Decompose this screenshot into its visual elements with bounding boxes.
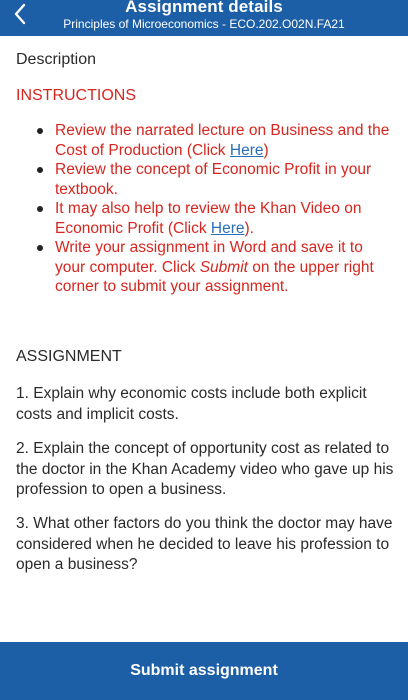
instruction-text: ). <box>244 219 254 237</box>
instructions-list <box>16 121 396 297</box>
app-header <box>0 0 408 36</box>
khan-video-here-link[interactable]: Here <box>210 219 245 237</box>
list-item <box>16 199 396 238</box>
instruction-text: ) <box>263 141 269 159</box>
question-1: 1. Explain why economic costs include both explicit costs and implicit costs. <box>16 385 367 423</box>
instructions-heading: INSTRUCTIONS <box>16 87 136 104</box>
list-item <box>16 121 396 160</box>
bullet-icon <box>37 128 43 134</box>
description-label: Description <box>16 51 97 68</box>
instruction-text: on the upper right corner to submit your assignment. <box>55 258 374 295</box>
list-item <box>16 238 396 297</box>
instruction-text: Review the concept of Economic Profit in your textbook. <box>55 161 372 198</box>
instruction-text: Write your assignment in Word and save it to your computer. Click <box>55 239 363 276</box>
assignment-heading: ASSIGNMENT <box>16 348 122 365</box>
submit-assignment-label: Submit assignment <box>130 662 278 679</box>
instruction-text: It may also help to review the Khan Video on Economic Profit (Click <box>55 200 362 237</box>
submit-assignment-button[interactable] <box>0 642 408 700</box>
question-3: 3. What other factors do you think the doctor may have considered when he decided to leave his profession to open a business? <box>16 515 393 573</box>
instruction-emphasis: Submit <box>199 258 248 276</box>
page-title: Assignment details <box>125 0 283 16</box>
bullet-icon <box>37 167 43 173</box>
list-item <box>16 160 396 199</box>
bullet-icon <box>37 245 43 251</box>
question-2: 2. Explain the concept of opportunity cost as related to the doctor in the Khan Academy video who gave up his profession to open a business. <box>16 440 394 498</box>
course-subtitle: Principles of Microeconomics - ECO.202.O02N.FA21 <box>63 17 345 31</box>
bullet-icon <box>37 206 43 212</box>
lecture-here-link[interactable]: Here <box>229 141 264 159</box>
instruction-text: Review the narrated lecture on Business and the Cost of Production (Click <box>55 122 390 159</box>
